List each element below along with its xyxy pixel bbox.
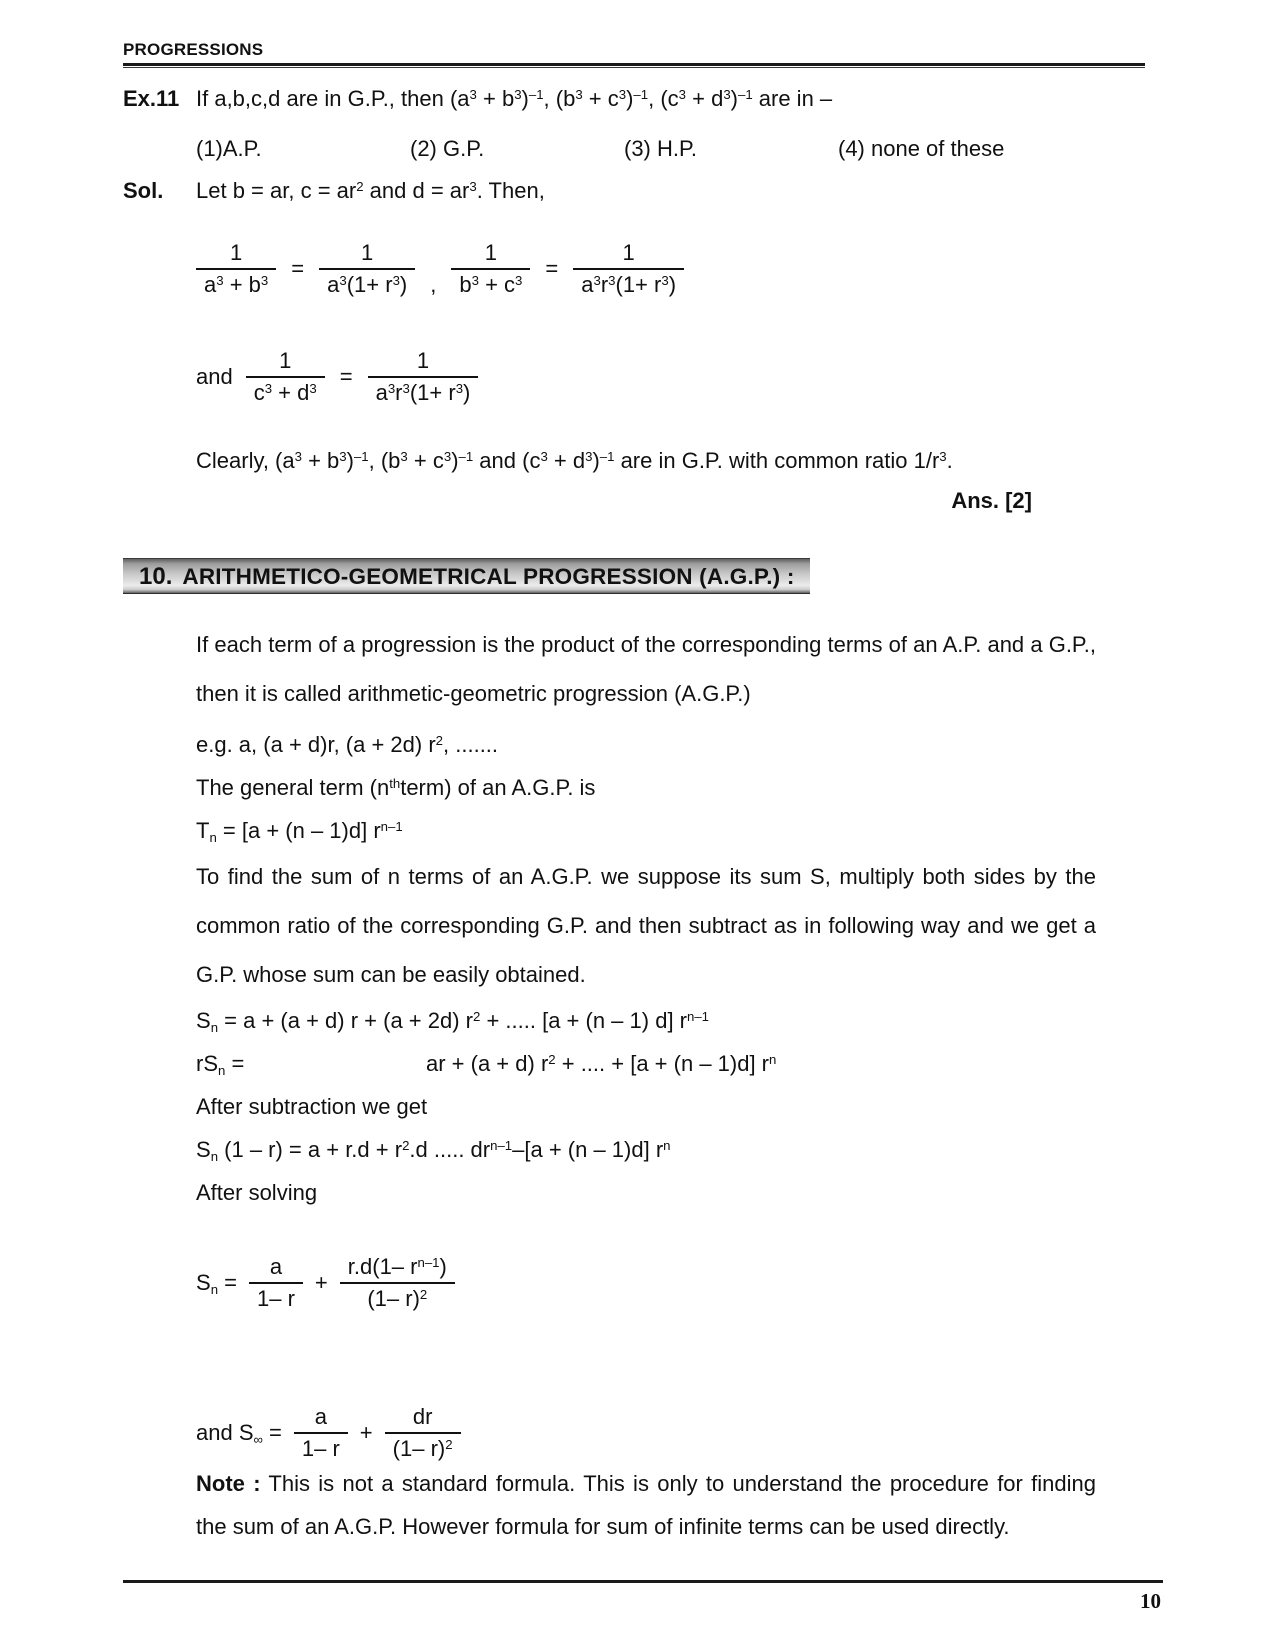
sn-series-line: $S_n = a + (a + d) r + (a + 2d) r^2$ + ..... [a + (n – 1) d] $r^{n-1}$ [196, 1008, 710, 1035]
answer-text: Ans. [2] [951, 488, 1032, 513]
general-term-line: The general term $(n^{th}term)$ of an A.G.P. is [196, 775, 596, 800]
note-paragraph [196, 1462, 1096, 1548]
example-label: Ex.11 [123, 86, 180, 111]
option-3: (3) H.P. [624, 136, 697, 161]
solution-intro: Let b = ar, $c = ar^2$ and $d = ar^3$. Then, [196, 178, 545, 203]
equals-sign: = [291, 256, 305, 281]
footer-rule [123, 1580, 1163, 1583]
solution-label: Sol. [123, 178, 164, 203]
fraction: $\frac{dr}{(1- r)^2}$ [385, 1404, 461, 1462]
note-text: This is not a standard formula. This is only to understand the procedure for finding the sum of an A.G.P. However formula for sum of infinite terms can be used directly. [196, 1471, 1096, 1539]
options-row [196, 136, 1160, 162]
fraction: $\frac{1}{c^3 + d^3}$ [246, 348, 325, 406]
section-number: 10. [139, 563, 173, 590]
fraction: $\frac{r.d(1- r^{n-1})}{(1- r)^2}$ [340, 1254, 455, 1312]
plus-sign: + [359, 1420, 373, 1445]
conclusion-text: Clearly, $(a^3 + b^3)^{-1}$, $(b^3 + c^3)^{-1}$ and $(c^3 + d^3)^{-1}$ are in G.P. with common ratio $1/r^3$. [196, 448, 953, 473]
fraction: $\frac{a}{1- r}$ [249, 1254, 303, 1312]
note-label: Note : [196, 1471, 261, 1496]
equals-sign: = [545, 256, 559, 281]
page-footer [123, 1580, 1163, 1614]
plus-sign: + [314, 1270, 328, 1295]
option-2: (2) G.P. [410, 136, 485, 161]
and-text: and [196, 364, 233, 389]
solution-row [123, 178, 1160, 204]
page-number: 10 [1140, 1589, 1161, 1613]
rsn-lhs: $rS_n$ = [196, 1051, 245, 1078]
page-header [123, 40, 1160, 68]
fraction: $\frac{1}{a^3 + b^3}$ [196, 240, 276, 298]
agp-example-line: e.g. a, (a + d)r, (a + 2d) $r^2$, ....... [196, 732, 499, 757]
fraction: $\frac{1}{a^3(1+ r^3)}$ [319, 240, 415, 298]
section-heading [123, 558, 810, 594]
sn-formula-lhs: $S_n$ = [196, 1270, 237, 1297]
section-body [196, 620, 1096, 1548]
comma: , [430, 272, 437, 297]
after-solving-line: After solving [196, 1180, 318, 1205]
section-title: ARITHMETICO-GEOMETRICAL PROGRESSION (A.G.P.) : [182, 564, 795, 589]
sum-procedure-paragraph: To find the sum of n terms of an A.G.P. we suppose its sum S, multiply both sides by the common ratio of the corresponding G.P. and then subtract as in following way and we get a G.P. whose sum can be easily obtained. [196, 864, 1096, 987]
tn-formula-line: $T_n = [a + (n - 1)d]$ $r^{n-1}$ [196, 818, 403, 845]
option-1: (1)A.P. [196, 136, 262, 161]
option-4: (4) none of these [838, 136, 1005, 161]
s-infinity-formula [196, 1404, 1096, 1462]
after-subtraction-line: After subtraction we get [196, 1094, 428, 1119]
example-question: If a,b,c,d are in G.P., then $(a^3 + b^3)^{-1}$, $(b^3 + c^3)^{-1}$, $(c^3 + d^3)^{-1}$ are in – [196, 86, 833, 111]
sn-sum-formula [196, 1254, 1096, 1312]
agp-definition: If each term of a progression is the product of the corresponding terms of an A.P. and a G.P., then it is called arithmetic-geometric progression (A.G.P.) [196, 632, 1096, 706]
example-question-row [123, 86, 1160, 112]
rsn-rhs: ar + (a + d) $r^2$ + .... + [a + (n – 1)d] $r^n$ [426, 1051, 777, 1076]
header-rule [123, 63, 1145, 68]
s-infinity-lhs: and $S_\infty$ = [196, 1420, 282, 1447]
equation-2 [196, 348, 1160, 406]
sn-subtracted-line: $S_n$ $(1 - r) = a + r.d + r^2.d$ ..... $dr^{n-1}-[a + (n - 1)d]$ $r^n$ [196, 1137, 671, 1164]
equals-sign: = [339, 364, 353, 389]
fraction: $\frac{1}{a^3r^3(1+ r^3)}$ [368, 348, 479, 406]
chapter-title: PROGRESSIONS [123, 40, 264, 59]
fraction: $\frac{a}{1- r}$ [294, 1404, 348, 1462]
fraction: $\frac{1}{a^3r^3(1+ r^3)}$ [573, 240, 684, 298]
rsn-series-line [196, 1042, 1096, 1085]
fraction: $\frac{1}{b^3 + c^3}$ [451, 240, 530, 298]
equation-1 [196, 240, 1160, 298]
